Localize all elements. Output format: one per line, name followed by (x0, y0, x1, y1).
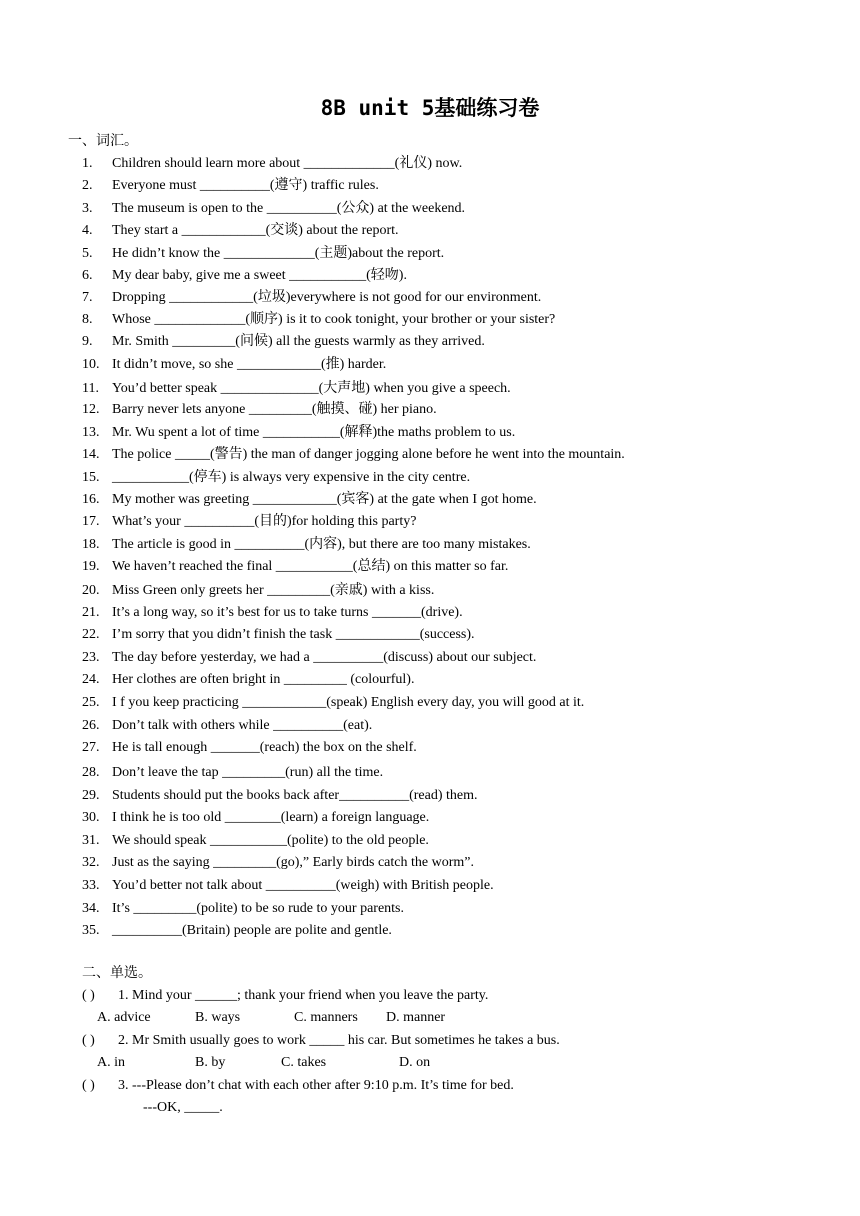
item-number: 19. (82, 559, 100, 574)
item-number: 7. (82, 290, 93, 305)
vocabulary-item (82, 356, 386, 374)
item-text: It’s a long way, so it’s best for us to take turns _______(drive). (112, 605, 463, 620)
item-number: 14. (82, 447, 100, 462)
item-number: 23. (82, 650, 100, 665)
item-text: __________(Britain) people are polite and gentle. (112, 923, 392, 938)
item-text: ___________(停车) is always very expensive in the city centre. (112, 470, 471, 485)
item-text: I’m sorry that you didn’t finish the task ____________(success). (112, 627, 475, 642)
item-text: Don’t leave the tap _________(run) all the time. (112, 765, 384, 780)
item-text: The police _____(警告) the man of danger jogging alone before he went into the mountain. (112, 447, 625, 462)
mc-question (82, 1077, 514, 1095)
section-heading-multiple-choice: 二、单选。 (82, 966, 152, 981)
vocabulary-item (82, 832, 429, 850)
item-number: 31. (82, 833, 100, 848)
item-number: 12. (82, 402, 100, 417)
item-number: 33. (82, 878, 100, 893)
item-number: 11. (82, 381, 99, 396)
item-number: 1. (82, 156, 93, 171)
item-text: Don’t talk with others while __________(eat). (112, 718, 373, 733)
item-text: The museum is open to the __________(公众) at the weekend. (112, 201, 466, 216)
vocabulary-item (82, 604, 463, 622)
vocabulary-item (82, 424, 515, 442)
vocabulary-item (82, 649, 536, 667)
vocabulary-item (82, 739, 417, 757)
item-text: My mother was greeting ____________(宾客) at the gate when I got home. (112, 492, 537, 507)
vocabulary-item (82, 333, 485, 351)
vocabulary-item (82, 401, 437, 419)
item-text: He didn’t know the _____________(主题)about the report. (112, 246, 445, 261)
vocabulary-item (82, 671, 414, 689)
item-number: 17. (82, 514, 100, 529)
vocabulary-item (82, 155, 462, 173)
vocabulary-item (82, 536, 531, 554)
item-number: 28. (82, 765, 100, 780)
item-number: 8. (82, 312, 93, 327)
item-text: Children should learn more about _____________(礼仪) now. (112, 156, 463, 171)
item-text: You’d better not talk about __________(weigh) with British people. (112, 878, 494, 893)
vocabulary-item (82, 446, 625, 464)
answer-blank[interactable]: ( ) (82, 1033, 95, 1048)
option-d: D. manner (386, 1010, 446, 1025)
mc-options (97, 1009, 445, 1027)
item-text: It didn’t move, so she ____________(推) harder. (112, 357, 387, 372)
item-number: 4. (82, 223, 93, 238)
vocabulary-item (82, 582, 434, 600)
dialogue-reply: ---OK, _____. (143, 1100, 223, 1115)
item-text: I think he is too old ________(learn) a foreign language. (112, 810, 430, 825)
item-number: 15. (82, 470, 100, 485)
item-text: Miss Green only greets her _________(亲戚) with a kiss. (112, 583, 435, 598)
item-number: 2. (82, 178, 93, 193)
mc-question (82, 1032, 560, 1050)
option-d: D. on (399, 1055, 431, 1070)
vocabulary-item (82, 267, 407, 285)
item-number: 34. (82, 901, 100, 916)
item-text: They start a ____________(交谈) about the report. (112, 223, 399, 238)
vocabulary-item (82, 764, 383, 782)
answer-blank[interactable]: ( ) (82, 1078, 95, 1093)
answer-blank[interactable]: ( ) (82, 988, 95, 1003)
item-number: 24. (82, 672, 100, 687)
option-b: B. by (195, 1055, 226, 1070)
item-text: Students should put the books back after__________(read) them. (112, 788, 478, 803)
question-text: 3. ---Please don’t chat with each other after 9:10 p.m. It’s time for bed. (118, 1078, 514, 1093)
item-text: He is tall enough _______(reach) the box on the shelf. (112, 740, 417, 755)
vocabulary-item (82, 245, 444, 263)
mc-options (97, 1054, 430, 1072)
item-number: 18. (82, 537, 100, 552)
item-number: 20. (82, 583, 100, 598)
vocabulary-item (82, 877, 494, 895)
item-number: 13. (82, 425, 100, 440)
item-text: Mr. Wu spent a lot of time ___________(解释)the maths problem to us. (112, 425, 516, 440)
option-a: A. in (97, 1055, 125, 1070)
item-text: Her clothes are often bright in _________ (colourful). (112, 672, 415, 687)
item-text: I f you keep practicing ____________(speak) English every day, you will good at it. (112, 695, 585, 710)
vocabulary-item (82, 854, 474, 872)
section-heading-vocabulary: 一、词汇。 (68, 134, 138, 149)
item-text: What’s your __________(目的)for holding this party? (112, 514, 417, 529)
vocabulary-item (82, 177, 379, 195)
item-number: 5. (82, 246, 93, 261)
item-number: 30. (82, 810, 100, 825)
item-text: Dropping ____________(垃圾)everywhere is not good for our environment. (112, 290, 542, 305)
option-c: C. manners (294, 1010, 358, 1025)
vocabulary-item (82, 900, 404, 918)
vocabulary-item (82, 200, 465, 218)
vocabulary-item (82, 289, 541, 307)
item-number: 29. (82, 788, 100, 803)
item-number: 35. (82, 923, 100, 938)
vocabulary-item (82, 491, 537, 509)
item-number: 32. (82, 855, 100, 870)
item-number: 22. (82, 627, 100, 642)
vocabulary-item (82, 626, 475, 644)
vocabulary-item (82, 513, 416, 531)
item-text: Whose _____________(顺序) is it to cook tonight, your brother or your sister? (112, 312, 556, 327)
question-text: 1. Mind your ______; thank your friend when you leave the party. (118, 988, 489, 1003)
option-b: B. ways (195, 1010, 241, 1025)
option-a: A. advice (97, 1010, 151, 1025)
vocabulary-item (82, 558, 508, 576)
mc-question (82, 987, 488, 1005)
item-text: It’s _________(polite) to be so rude to your parents. (112, 901, 405, 916)
item-number: 9. (82, 334, 93, 349)
item-number: 6. (82, 268, 93, 283)
vocabulary-item (82, 922, 392, 940)
item-number: 27. (82, 740, 100, 755)
item-text: Everyone must __________(遵守) traffic rules. (112, 178, 379, 193)
item-text: Mr. Smith _________(问候) all the guests warmly as they arrived. (112, 334, 485, 349)
item-text: We should speak ___________(polite) to the old people. (112, 833, 429, 848)
vocabulary-item (82, 809, 429, 827)
item-text: Barry never lets anyone _________(触摸、碰) her piano. (112, 402, 437, 417)
vocabulary-item (82, 222, 399, 240)
vocabulary-item (82, 469, 470, 487)
item-text: You’d better speak ______________(大声地) when you give a speech. (112, 381, 511, 396)
item-text: My dear baby, give me a sweet ___________(轻吻). (112, 268, 407, 283)
item-number: 3. (82, 201, 93, 216)
item-number: 16. (82, 492, 100, 507)
option-c: C. takes (281, 1055, 327, 1070)
item-number: 25. (82, 695, 100, 710)
item-number: 21. (82, 605, 100, 620)
item-text: Just as the saying _________(go),” Early birds catch the worm”. (112, 855, 474, 870)
vocabulary-item (82, 380, 511, 398)
vocabulary-item (82, 787, 477, 805)
item-text: The day before yesterday, we had a __________(discuss) about our subject. (112, 650, 537, 665)
item-text: We haven’t reached the final ___________(总结) on this matter so far. (112, 559, 509, 574)
vocabulary-item (82, 694, 584, 712)
vocabulary-item (82, 717, 372, 735)
page-title: 8B unit 5基础练习卷 (320, 96, 540, 120)
vocabulary-item (82, 311, 555, 329)
item-number: 10. (82, 357, 100, 372)
item-number: 26. (82, 718, 100, 733)
question-text: 2. Mr Smith usually goes to work _____ his car. But sometimes he takes a bus. (118, 1033, 560, 1048)
item-text: The article is good in __________(内容), but there are too many mistakes. (112, 537, 531, 552)
